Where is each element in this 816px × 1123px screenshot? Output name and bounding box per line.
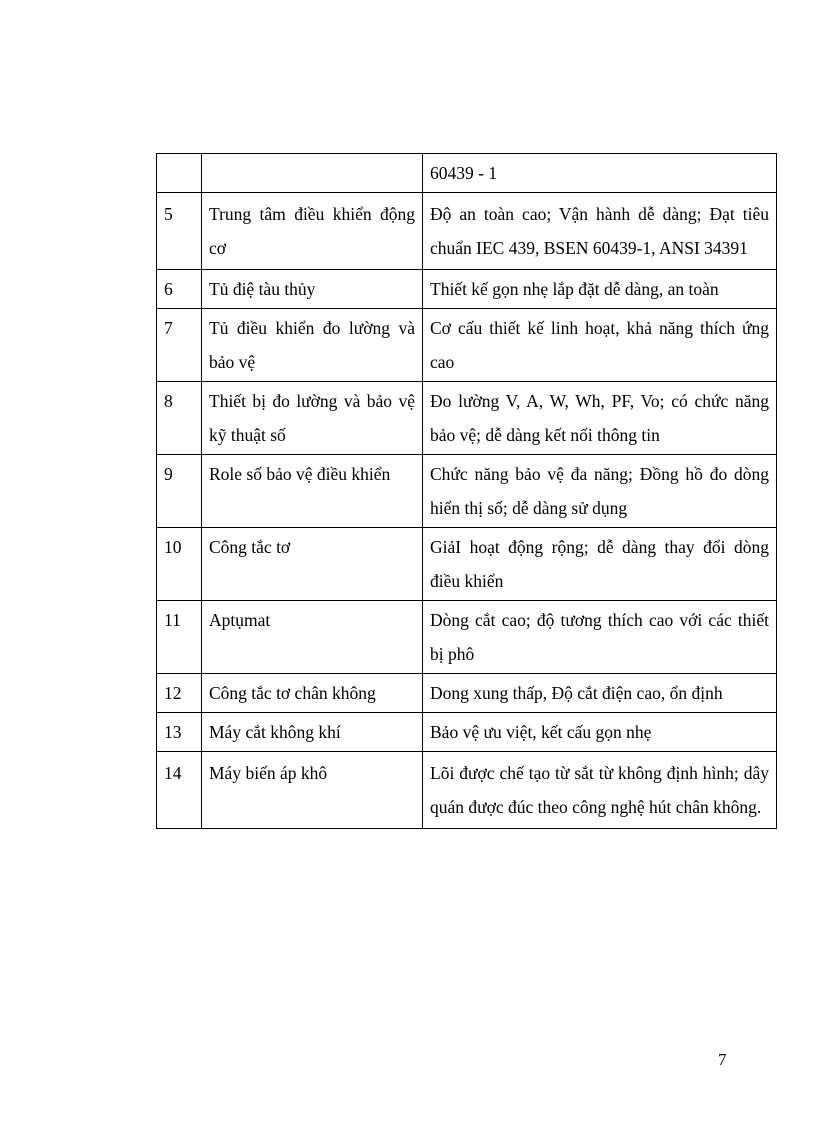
equipment-description: Dong xung thấp, Độ cắt điện cao, ổn định — [423, 674, 777, 713]
page-number: 7 — [718, 1050, 727, 1069]
equipment-name: Tủ điệ tàu thủy — [202, 270, 423, 309]
equipment-description: Đo lường V, A, W, Wh, PF, Vo; có chức năng bảo vệ; dễ dàng kết nối thông tin — [423, 382, 777, 455]
row-number: 9 — [157, 455, 202, 528]
table-row — [157, 752, 777, 829]
row-number — [157, 154, 202, 193]
table-row — [157, 270, 777, 309]
table-row — [157, 309, 777, 382]
equipment-description: Dòng cắt cao; độ tương thích cao với các thiết bị phô — [423, 601, 777, 674]
equipment-description: Độ an toàn cao; Vận hành dễ dàng; Đạt tiêu chuẩn IEC 439, BSEN 60439-1, ANSI 34391 — [423, 193, 777, 270]
table-row — [157, 713, 777, 752]
equipment-name: Máy biến áp khô — [202, 752, 423, 829]
equipment-name: Thiết bị đo lường và bảo vệ kỹ thuật số — [202, 382, 423, 455]
equipment-name: Role số bảo vệ điều khiển — [202, 455, 423, 528]
row-number: 14 — [157, 752, 202, 829]
row-number: 7 — [157, 309, 202, 382]
equipment-name: Aptụmat — [202, 601, 423, 674]
table-row — [157, 154, 777, 193]
row-number: 10 — [157, 528, 202, 601]
equipment-description: Bảo vệ ưu việt, kết cấu gọn nhẹ — [423, 713, 777, 752]
equipment-description: Chức năng bảo vệ đa năng; Đồng hồ đo dòng hiển thị số; dễ dàng sử dụng — [423, 455, 777, 528]
equipment-description: GiảI hoạt động rộng; dễ dàng thay đổi dòng điều khiển — [423, 528, 777, 601]
row-number: 13 — [157, 713, 202, 752]
equipment-description: Thiết kế gọn nhẹ lắp đặt dễ dàng, an toàn — [423, 270, 777, 309]
table-row — [157, 193, 777, 270]
equipment-name: Trung tâm điều khiển động cơ — [202, 193, 423, 270]
equipment-name: Công tắc tơ — [202, 528, 423, 601]
table-row — [157, 455, 777, 528]
equipment-name: Công tắc tơ chân không — [202, 674, 423, 713]
equipment-name — [202, 154, 423, 193]
table-row — [157, 382, 777, 455]
row-number: 8 — [157, 382, 202, 455]
equipment-name: Máy cắt không khí — [202, 713, 423, 752]
row-number: 12 — [157, 674, 202, 713]
equipment-description: 60439 - 1 — [423, 154, 777, 193]
equipment-name: Tủ điều khiển đo lường và bảo vệ — [202, 309, 423, 382]
equipment-table — [156, 153, 777, 829]
row-number: 6 — [157, 270, 202, 309]
equipment-description: Cơ cấu thiết kế linh hoạt, khả năng thích ứng cao — [423, 309, 777, 382]
row-number: 11 — [157, 601, 202, 674]
equipment-description: Lõi được chế tạo từ sắt từ không định hình; dây quán được đúc theo công nghệ hút chân không. — [423, 752, 777, 829]
table-row — [157, 528, 777, 601]
table-row — [157, 601, 777, 674]
table-row — [157, 674, 777, 713]
row-number: 5 — [157, 193, 202, 270]
